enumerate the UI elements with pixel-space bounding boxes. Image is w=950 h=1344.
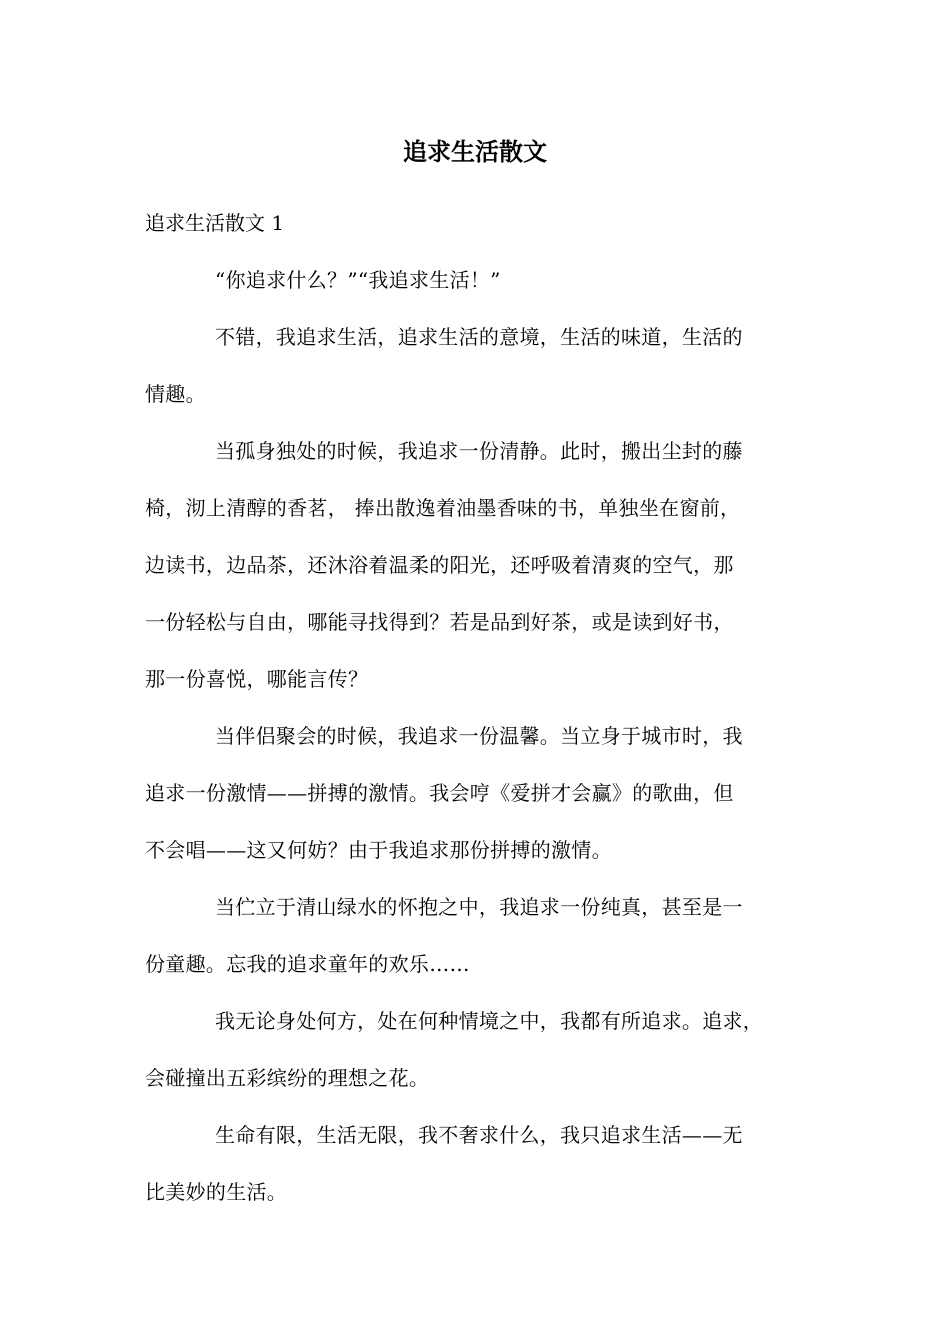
- paragraph-line: 我无论身处何方，处在何种情境之中，我都有所追求。追求，: [215, 1009, 764, 1033]
- paragraph-line: 比美妙的生活。: [145, 1180, 288, 1204]
- paragraph-line: 当伫立于清山绿水的怀抱之中，我追求一份纯真，甚至是一: [215, 895, 743, 919]
- paragraph-line: 椅，沏上清醇的香茗， 捧出散逸着油墨香味的书，单独坐在窗前，: [145, 496, 741, 520]
- paragraph-line: 一份轻松与自由，哪能寻找得到？若是品到好茶，或是读到好书，: [145, 610, 734, 634]
- dialogue-line: “你追求什么？”“我追求生活！”: [215, 268, 501, 292]
- document-title: 追求生活散文: [403, 137, 547, 166]
- paragraph-line: 情趣。: [145, 382, 206, 406]
- paragraph-line: 当孤身独处的时候，我追求一份清静。此时，搬出尘封的藤: [215, 439, 743, 463]
- paragraph-line: 那一份喜悦，哪能言传？: [145, 667, 369, 691]
- section-heading: 追求生活散文 1: [145, 211, 285, 235]
- paragraph-line: 会碰撞出五彩缤纷的理想之花。: [145, 1066, 430, 1090]
- paragraph-line: 不错，我追求生活，追求生活的意境，生活的味道，生活的: [215, 325, 743, 349]
- paragraph-line: 边读书，边品茶，还沐浴着温柔的阳光，还呼吸着清爽的空气，那: [145, 553, 734, 577]
- paragraph-line: 追求一份激情——拼搏的激情。我会哼《爱拼才会赢》的歌曲，但: [145, 781, 734, 805]
- paragraph-line: 当伴侣聚会的时候，我追求一份温馨。当立身于城市时，我: [215, 724, 743, 748]
- paragraph-line: 份童趣。忘我的追求童年的欢乐……: [145, 952, 470, 976]
- paragraph-line: 生命有限，生活无限，我不奢求什么，我只追求生活——无: [215, 1123, 743, 1147]
- paragraph-line: 不会唱——这又何妨？由于我追求那份拼搏的激情。: [145, 838, 612, 862]
